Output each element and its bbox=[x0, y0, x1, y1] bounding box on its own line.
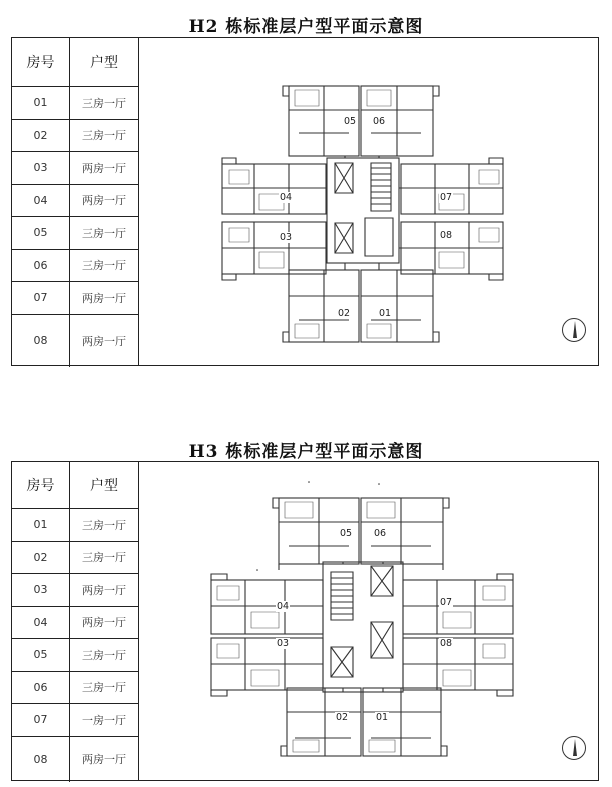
plan-label-04: 04 bbox=[277, 601, 290, 612]
unit-type-cell: 三房一厅 bbox=[82, 96, 126, 110]
unit-type-cell: 三房一厅 bbox=[82, 518, 126, 532]
room-no-cell: 04 bbox=[12, 185, 70, 217]
unit-type-cell: 两房一厅 bbox=[82, 291, 126, 305]
table-row bbox=[12, 87, 138, 120]
room-no-cell: 07 bbox=[12, 282, 70, 314]
table-row bbox=[12, 574, 138, 607]
room-no-cell: 03 bbox=[12, 574, 70, 606]
table-row bbox=[12, 217, 138, 250]
unit-type-cell: 两房一厅 bbox=[82, 583, 126, 597]
header-unit-type: 户型 bbox=[90, 55, 118, 71]
room-no-cell: 01 bbox=[12, 509, 70, 541]
plan-label-07: 07 bbox=[440, 597, 453, 608]
table-header bbox=[12, 38, 138, 87]
room-no-cell: 04 bbox=[12, 607, 70, 639]
room-no-cell: 01 bbox=[12, 87, 70, 119]
room-no-cell: 03 bbox=[12, 152, 70, 184]
table-row bbox=[12, 315, 138, 367]
plan-label-01: 01 bbox=[379, 308, 392, 319]
table-row bbox=[12, 152, 138, 185]
header-room-no: 房号 bbox=[12, 38, 70, 86]
room-no-cell: 06 bbox=[12, 250, 70, 282]
room-no-cell: 08 bbox=[12, 315, 70, 367]
plan-label-01: 01 bbox=[376, 712, 389, 723]
unit-type-cell: 两房一厅 bbox=[82, 194, 126, 208]
north-arrow-icon bbox=[562, 318, 586, 342]
room-no-cell: 08 bbox=[12, 737, 70, 782]
header-room-no: 房号 bbox=[12, 462, 70, 508]
unit-type-table-h3 bbox=[12, 462, 139, 780]
plan-label-03: 03 bbox=[280, 232, 293, 243]
table-row bbox=[12, 509, 138, 542]
table-row bbox=[12, 737, 138, 782]
plan-label-08: 08 bbox=[440, 230, 453, 241]
unit-type-cell: 三房一厅 bbox=[82, 551, 126, 565]
table-row bbox=[12, 120, 138, 153]
table-row bbox=[12, 607, 138, 640]
room-no-cell: 05 bbox=[12, 217, 70, 249]
plan-label-08: 08 bbox=[440, 638, 453, 649]
unit-type-cell: 两房一厅 bbox=[82, 753, 126, 766]
plan-label-05: 05 bbox=[344, 116, 357, 127]
table-row bbox=[12, 639, 138, 672]
section-title-h3: H3 栋标准层户型平面示意图 bbox=[188, 442, 424, 462]
plan-label-02: 02 bbox=[338, 308, 351, 319]
table-row bbox=[12, 250, 138, 283]
header-unit-type: 户型 bbox=[90, 478, 118, 494]
plan-label-02: 02 bbox=[336, 712, 349, 723]
table-row bbox=[12, 282, 138, 315]
unit-type-cell: 三房一厅 bbox=[82, 226, 126, 240]
floor-plan-panel-h3 bbox=[11, 461, 599, 781]
table-row bbox=[12, 704, 138, 737]
unit-type-cell: 三房一厅 bbox=[82, 681, 126, 695]
floor-plan-panel-h2 bbox=[11, 37, 599, 366]
section-title-h2: H2 栋标准层户型平面示意图 bbox=[188, 17, 424, 37]
table-row bbox=[12, 185, 138, 218]
plan-label-04: 04 bbox=[280, 192, 293, 203]
floor-plan-svg-h3 bbox=[139, 462, 598, 780]
north-arrow-icon bbox=[562, 736, 586, 760]
floor-plan-drawing-h3 bbox=[139, 462, 598, 780]
room-no-cell: 06 bbox=[12, 672, 70, 704]
unit-type-cell: 三房一厅 bbox=[82, 129, 126, 143]
plan-label-06: 06 bbox=[374, 528, 387, 539]
unit-type-cell: 三房一厅 bbox=[82, 259, 126, 273]
room-no-cell: 02 bbox=[12, 120, 70, 152]
room-no-cell: 05 bbox=[12, 639, 70, 671]
unit-type-cell: 三房一厅 bbox=[82, 648, 126, 662]
unit-type-cell: 一房一厅 bbox=[82, 713, 126, 727]
plan-label-07: 07 bbox=[440, 192, 453, 203]
table-row bbox=[12, 672, 138, 705]
floor-plan-svg-h2 bbox=[139, 38, 598, 365]
table-header bbox=[12, 462, 138, 509]
plan-label-05: 05 bbox=[340, 528, 353, 539]
unit-type-cell: 两房一厅 bbox=[82, 161, 126, 175]
unit-type-cell: 两房一厅 bbox=[82, 334, 126, 348]
table-row bbox=[12, 542, 138, 575]
room-no-cell: 07 bbox=[12, 704, 70, 736]
floor-plan-drawing-h2 bbox=[139, 38, 598, 365]
plan-label-06: 06 bbox=[373, 116, 386, 127]
unit-type-table-h2 bbox=[12, 38, 139, 365]
plan-label-03: 03 bbox=[277, 638, 290, 649]
room-no-cell: 02 bbox=[12, 542, 70, 574]
unit-type-cell: 两房一厅 bbox=[82, 616, 126, 630]
